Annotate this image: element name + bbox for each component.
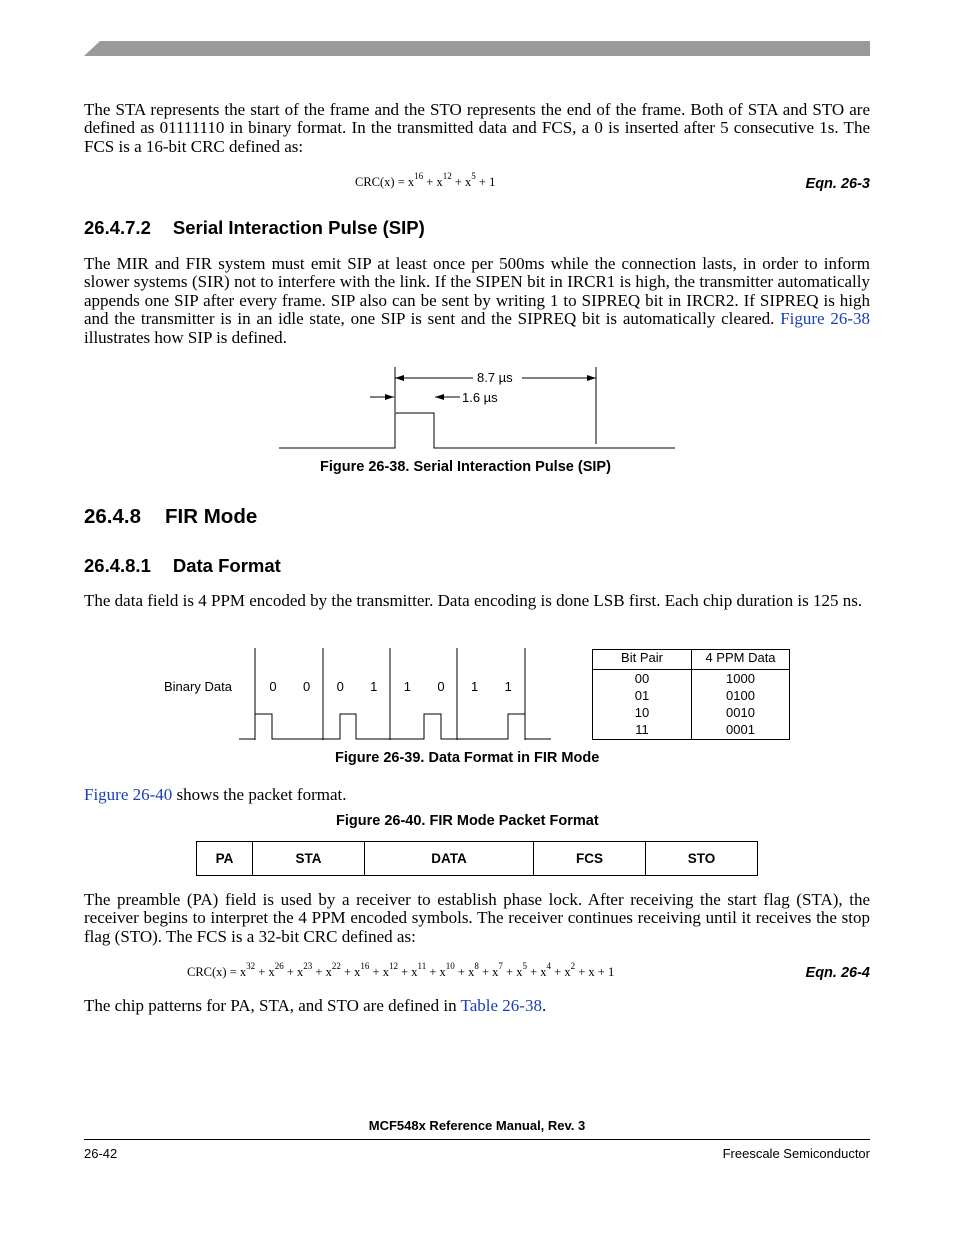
- section-heading-data-format: [84, 555, 281, 577]
- closing-tail: .: [541, 996, 547, 1015]
- packet-intro-text: shows the packet format.: [172, 785, 347, 804]
- section-heading-fir-mode: [84, 505, 257, 529]
- sip-long-label: 8.7 µs: [477, 370, 513, 385]
- equation-label: Eqn. 26-4: [805, 965, 870, 981]
- binary-bit: 1: [370, 679, 378, 694]
- section-title: Serial Interaction Pulse (SIP): [172, 217, 425, 238]
- equation-operator: +: [475, 175, 490, 189]
- equation-term: $x^5$: [465, 171, 476, 189]
- ppm-data-cell: 0010: [726, 705, 755, 720]
- equation-term: $x^{23}$: [297, 961, 313, 979]
- footer-page-number: 26-42: [84, 1146, 118, 1161]
- equation-operator: +: [478, 965, 493, 979]
- equation-crc16: [355, 171, 496, 190]
- closing-paragraph: [84, 997, 870, 1015]
- sip-short-label: 1.6 µs: [462, 390, 498, 405]
- bit-pair-header: Bit Pair: [593, 650, 692, 670]
- footer-company: Freescale Semiconductor: [722, 1146, 870, 1161]
- equation-lhs: CRC(x): [187, 965, 230, 979]
- equation-operator: +: [551, 965, 565, 979]
- equation-operator: +: [526, 965, 541, 979]
- equation-operator: +: [454, 965, 469, 979]
- equation-term: 1: [489, 175, 496, 189]
- equation-equals: =: [397, 175, 408, 189]
- figure-26-38-link[interactable]: Figure 26-38: [780, 309, 870, 329]
- ppm-data-header: 4 PPM Data: [692, 650, 790, 670]
- packet-field-fcs: FCS: [534, 842, 646, 876]
- equation-term: $x^5$: [516, 961, 527, 979]
- equation-operator: +: [423, 175, 437, 189]
- equation-term: x: [588, 965, 595, 979]
- sip-paragraph: [84, 255, 870, 347]
- equation-term: $x^{12}$: [382, 961, 398, 979]
- bit-pair-cell: 01: [634, 688, 650, 703]
- equation-operator: +: [312, 965, 326, 979]
- sip-diagram: [270, 362, 680, 457]
- equation-operator: +: [451, 175, 466, 189]
- binary-bit: 0: [336, 679, 344, 694]
- footer-rule: [84, 1139, 870, 1140]
- section-title: FIR Mode: [165, 505, 258, 528]
- sip-waveform: [279, 413, 675, 448]
- equation-term: $x^{22}$: [325, 961, 341, 979]
- preamble-paragraph: The preamble (PA) field is used by a receiver to establish phase lock. After receiving the start flag (STA), the receiver begins to interpret the 4 PPM encoded symbols. The receiver continues receiving until it receives the stop flag (STO). The FCS is a 32-bit CRC defined as:: [84, 890, 870, 946]
- equation-lhs: CRC(x): [355, 175, 398, 189]
- equation-label: Eqn. 26-3: [805, 176, 870, 192]
- binary-bit: 1: [470, 679, 479, 694]
- packet-intro-paragraph: [84, 786, 870, 804]
- equation-term: $x^{16}$: [407, 171, 424, 189]
- footer-manual-title: MCF548x Reference Manual, Rev. 3: [368, 1118, 586, 1133]
- equation-term: $x^7$: [492, 961, 503, 979]
- equation-term: $x^{11}$: [411, 961, 427, 979]
- binary-bit: 0: [269, 679, 277, 694]
- equation-equals: =: [229, 965, 240, 979]
- section-number: 26.4.7.2: [84, 217, 151, 238]
- section-number: 26.4.8.1: [84, 555, 151, 576]
- equation-operator: +: [369, 965, 383, 979]
- ppm-mapping-table: [592, 649, 790, 740]
- table-26-38-link[interactable]: Table 26-38: [460, 996, 542, 1015]
- equation-term: 1: [607, 965, 615, 979]
- intro-paragraph: The STA represents the start of the frame and the STO represents the end of the frame. Both of STA and STO are defined as 01111110 in binary format. In the transmitted data and FCS, a 0 is inserted after 5 consecutive 1s. The FCS is a 16-bit CRC defined as:: [84, 100, 870, 156]
- equation-term: $x^{16}$: [354, 961, 370, 979]
- packet-field-sta: STA: [253, 842, 365, 876]
- equation-operator: +: [594, 965, 608, 979]
- section-number: 26.4.8: [84, 505, 141, 528]
- binary-bit: 1: [504, 679, 512, 694]
- equation-operator: +: [502, 965, 517, 979]
- equation-term: $x^2$: [564, 961, 576, 979]
- binary-bit: 1: [403, 679, 411, 694]
- binary-bit: 0: [302, 679, 311, 694]
- figure-26-40-link[interactable]: Figure 26-40: [84, 785, 173, 804]
- section-title: Data Format: [172, 555, 281, 576]
- equation-term: $x^{10}$: [439, 961, 455, 979]
- ppm-data-cell: 1000: [726, 671, 755, 686]
- ppm-waveform: [239, 714, 551, 739]
- equation-operator: +: [283, 965, 298, 979]
- equation-operator: +: [340, 965, 355, 979]
- section-heading-sip: [84, 217, 425, 239]
- ppm-data-cell: 0001: [726, 722, 755, 737]
- equation-term: $x^{12}$: [436, 171, 452, 189]
- ppm-data-cell: 0100: [726, 688, 755, 703]
- header-bar: [84, 41, 870, 57]
- closing-text: The chip patterns for PA, STA, and STO are defined in: [84, 996, 461, 1015]
- data-format-paragraph: The data field is 4 PPM encoded by the transmitter. Data encoding is done LSB first. Each chip duration is 125 ns.: [84, 591, 863, 610]
- packet-field-pa: PA: [197, 842, 253, 876]
- sip-text: The MIR and FIR system must emit SIP at least once per 500ms while the connection lasts, in order to inform slower systems (SIR) not to interfere with the link. If the SIPEN bit in IRCR1 is high, the transmitter automatically appends one SIP after every frame. SIP also can be sent by writing 1 to SIPREQ bit in IRCR2. If SIPREQ is high and the transmitter is in an idle state, one SIP is sent and the SIPREQ bit is automatically cleared.: [84, 254, 870, 329]
- binary-data-label: Binary Data: [164, 679, 232, 694]
- binary-bit: 0: [437, 679, 445, 694]
- equation-operator: +: [397, 965, 412, 979]
- equation-term: $x^8$: [468, 961, 479, 979]
- sip-text-tail: illustrates how SIP is defined.: [84, 327, 287, 347]
- bit-pair-cell: 00: [634, 671, 650, 686]
- equation-operator: +: [255, 965, 269, 979]
- figure-26-38-caption: Figure 26-38. Serial Interaction Pulse (SIP): [320, 459, 611, 475]
- packet-format-table: [196, 841, 758, 876]
- equation-term: $x^{26}$: [268, 961, 284, 979]
- equation-operator: +: [426, 965, 440, 979]
- bit-pair-cell: 11: [635, 722, 649, 737]
- figure-26-40-caption: Figure 26-40. FIR Mode Packet Format: [336, 813, 599, 829]
- equation-term: $x^{32}$: [239, 961, 256, 979]
- equation-operator: +: [575, 965, 589, 979]
- equation-term: $x^4$: [540, 961, 552, 979]
- packet-field-sto: STO: [646, 842, 758, 876]
- figure-26-39-caption: Figure 26-39. Data Format in FIR Mode: [335, 750, 600, 766]
- ppm-waveform-diagram: [236, 648, 556, 743]
- equation-crc32: [187, 961, 615, 980]
- packet-field-data: DATA: [365, 842, 534, 876]
- bit-pair-cell: 10: [634, 705, 650, 720]
